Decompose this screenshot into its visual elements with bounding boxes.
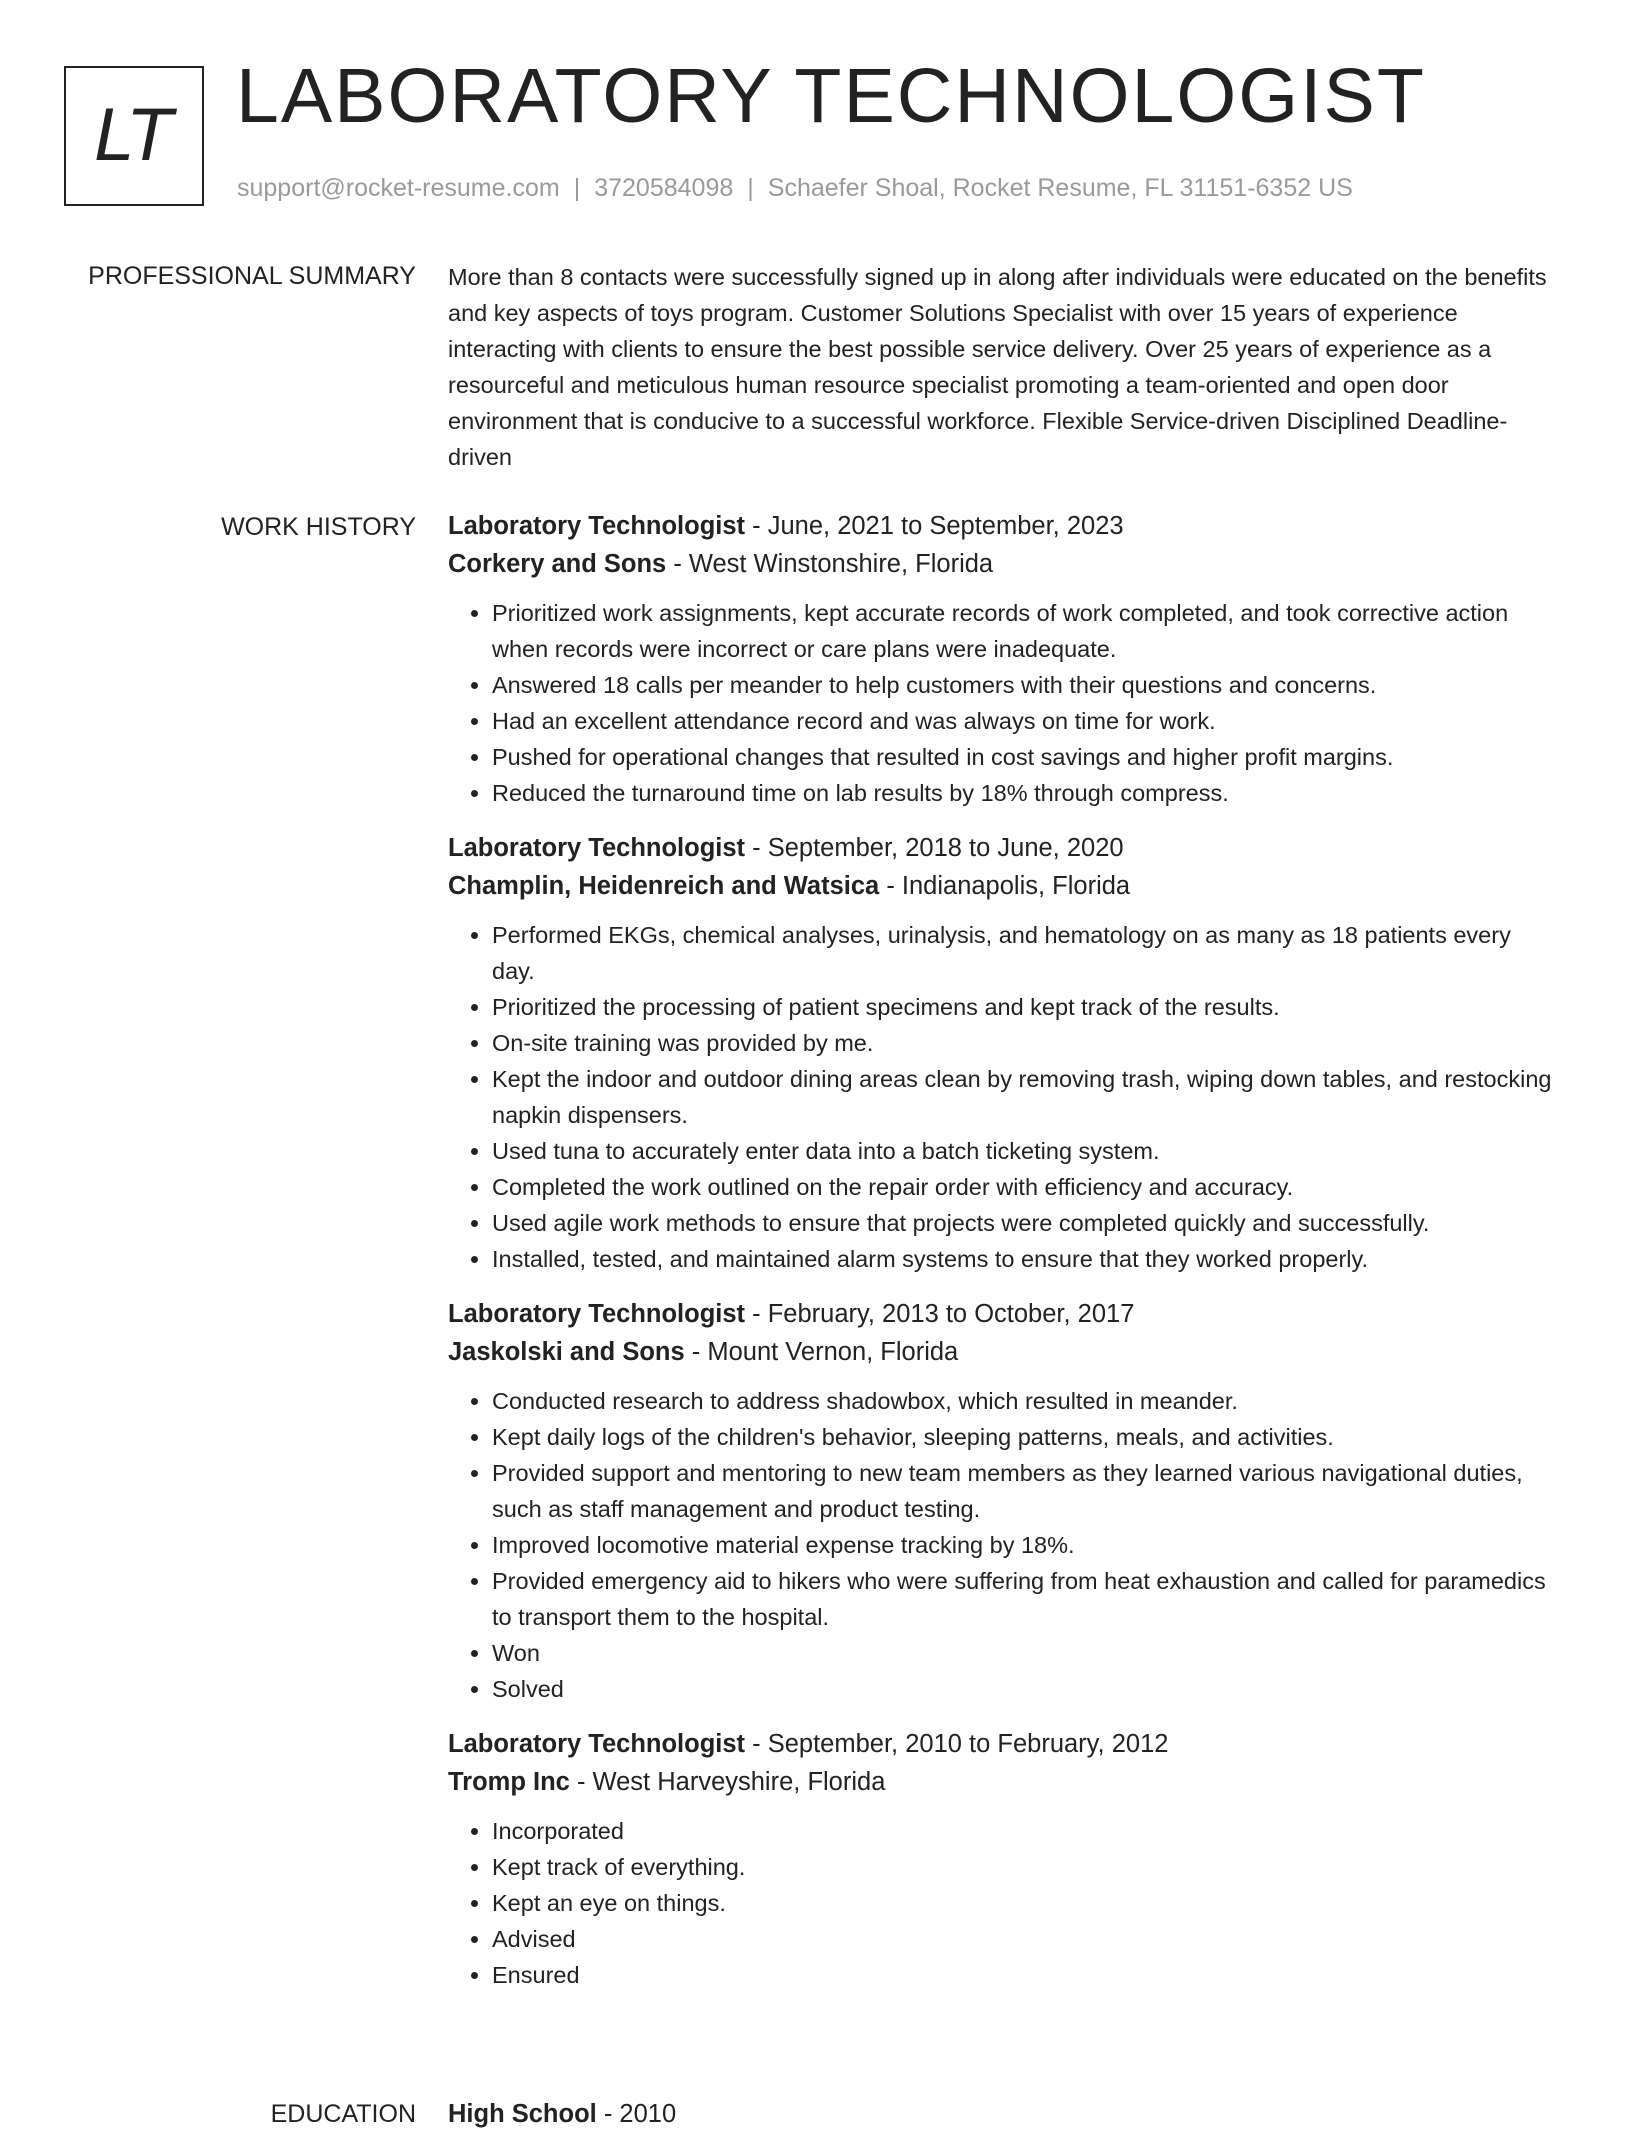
job-title-line bbox=[448, 1295, 1558, 1333]
work-history-list bbox=[448, 507, 1558, 2011]
job-bullet: • Prioritized the processing of patient specimens and kept track of the results. bbox=[492, 989, 1558, 1025]
contact-separator: | bbox=[573, 174, 581, 202]
education-degree: High School bbox=[448, 2100, 597, 2128]
job-location: - West Harveyshire, Florida bbox=[569, 1768, 886, 1796]
education-section-label: EDUCATION bbox=[270, 2100, 416, 2128]
job-location: - Indianapolis, Florida bbox=[879, 872, 1131, 900]
job-bullet: • Incorporated bbox=[492, 1813, 1558, 1849]
job-entry bbox=[448, 507, 1558, 811]
resume-title: LABORATORY TECHNOLOGIST bbox=[236, 53, 1426, 139]
job-bullet: • Provided support and mentoring to new team members as they learned various navigational duties, such as staff management and product testing. bbox=[492, 1455, 1558, 1527]
job-bullet: • Advised bbox=[492, 1921, 1558, 1957]
job-title-line bbox=[448, 507, 1558, 545]
job-bullet: • Conducted research to address shadowbox, which resulted in meander. bbox=[492, 1383, 1558, 1419]
contact-email[interactable]: support@rocket-resume.com bbox=[237, 174, 560, 202]
job-bullet: • Kept the indoor and outdoor dining areas clean by removing trash, wiping down tables, and restocking napkin dispensers. bbox=[492, 1061, 1558, 1133]
job-bullet: • Used agile work methods to ensure that projects were completed quickly and successfully. bbox=[492, 1205, 1558, 1241]
education-entry bbox=[448, 2095, 1558, 2133]
job-bullet: • Used tuna to accurately enter data into a batch ticketing system. bbox=[492, 1133, 1558, 1169]
job-title: Laboratory Technologist bbox=[448, 512, 746, 540]
contact-phone[interactable]: 3720584098 bbox=[594, 174, 734, 202]
contact-line bbox=[237, 174, 1353, 203]
job-company: Tromp Inc bbox=[448, 1768, 570, 1796]
job-bullet-list bbox=[448, 917, 1558, 1277]
job-bullet: • Kept track of everything. bbox=[492, 1849, 1558, 1885]
summary-text: More than 8 contacts were successfully signed up in along after individuals were educated on the benefits and key aspects of toys program. Customer Solutions Specialist with over 15 years of experience interacting with clients to ensure the best possible service delivery. Over 25 years of experience as a resourceful and meticulous human resource specialist promoting a team-oriented and open door environment that is conducive to a successful workforce. Flexible Service-driven Disciplined Deadline-driven bbox=[448, 264, 1547, 470]
job-bullet: • Reduced the turnaround time on lab results by 18% through compress. bbox=[492, 775, 1558, 811]
job-bullet: • Prioritized work assignments, kept accurate records of work completed, and took corrective action when records were incorrect or care plans were inadequate. bbox=[492, 595, 1558, 667]
job-dates: - September, 2010 to February, 2012 bbox=[745, 1730, 1169, 1758]
job-bullet-list bbox=[448, 1383, 1558, 1707]
job-dates: - September, 2018 to June, 2020 bbox=[745, 834, 1124, 862]
job-location: - West Winstonshire, Florida bbox=[666, 550, 994, 578]
job-bullet: • Kept an eye on things. bbox=[492, 1885, 1558, 1921]
job-bullet: • Ensured bbox=[492, 1957, 1558, 1993]
work-history-section-label: WORK HISTORY bbox=[221, 513, 416, 541]
job-entry bbox=[448, 1725, 1558, 1993]
job-bullet: • Improved locomotive material expense tracking by 18%. bbox=[492, 1527, 1558, 1563]
job-bullet: • Performed EKGs, chemical analyses, urinalysis, and hematology on as many as 18 patients every day. bbox=[492, 917, 1558, 989]
job-company: Jaskolski and Sons bbox=[448, 1338, 685, 1366]
job-bullet: • Solved bbox=[492, 1671, 1558, 1707]
job-dates: - June, 2021 to September, 2023 bbox=[745, 512, 1124, 540]
job-bullet-list bbox=[448, 1813, 1558, 1993]
job-bullet: • Answered 18 calls per meander to help customers with their questions and concerns. bbox=[492, 667, 1558, 703]
job-bullet: • Provided emergency aid to hikers who were suffering from heat exhaustion and called for paramedics to transport them to the hospital. bbox=[492, 1563, 1558, 1635]
job-location: - Mount Vernon, Florida bbox=[684, 1338, 959, 1366]
job-bullet: • Completed the work outlined on the repair order with efficiency and accuracy. bbox=[492, 1169, 1558, 1205]
job-company-line bbox=[448, 1763, 1558, 1801]
job-title-line bbox=[448, 1725, 1558, 1763]
summary-section-label: PROFESSIONAL SUMMARY bbox=[88, 262, 416, 290]
education-year: - 2010 bbox=[596, 2100, 677, 2128]
contact-separator: | bbox=[747, 174, 754, 202]
job-bullet: • Kept daily logs of the children's behavior, sleeping patterns, meals, and activities. bbox=[492, 1419, 1558, 1455]
job-bullet: • Won bbox=[492, 1635, 1558, 1671]
job-entry bbox=[448, 1295, 1558, 1707]
job-bullet-list bbox=[448, 595, 1558, 811]
job-company-line bbox=[448, 1333, 1558, 1371]
job-title: Laboratory Technologist bbox=[448, 834, 746, 862]
job-company: Corkery and Sons bbox=[448, 550, 667, 578]
job-bullet: • Had an excellent attendance record and was always on time for work. bbox=[492, 703, 1558, 739]
monogram-logo: LT bbox=[64, 66, 204, 206]
job-entry bbox=[448, 829, 1558, 1277]
job-title-line bbox=[448, 829, 1558, 867]
job-dates: - February, 2013 to October, 2017 bbox=[745, 1300, 1135, 1328]
job-company: Champlin, Heidenreich and Watsica bbox=[448, 872, 880, 900]
job-company-line bbox=[448, 867, 1558, 905]
job-title: Laboratory Technologist bbox=[448, 1730, 746, 1758]
job-title: Laboratory Technologist bbox=[448, 1300, 746, 1328]
job-bullet: • Installed, tested, and maintained alarm systems to ensure that they worked properly. bbox=[492, 1241, 1558, 1277]
job-company-line bbox=[448, 545, 1558, 583]
job-bullet: • Pushed for operational changes that resulted in cost savings and higher profit margins. bbox=[492, 739, 1558, 775]
job-bullet: • On-site training was provided by me. bbox=[492, 1025, 1558, 1061]
contact-address: Schaefer Shoal, Rocket Resume, FL 31151-6352 US bbox=[767, 174, 1353, 202]
